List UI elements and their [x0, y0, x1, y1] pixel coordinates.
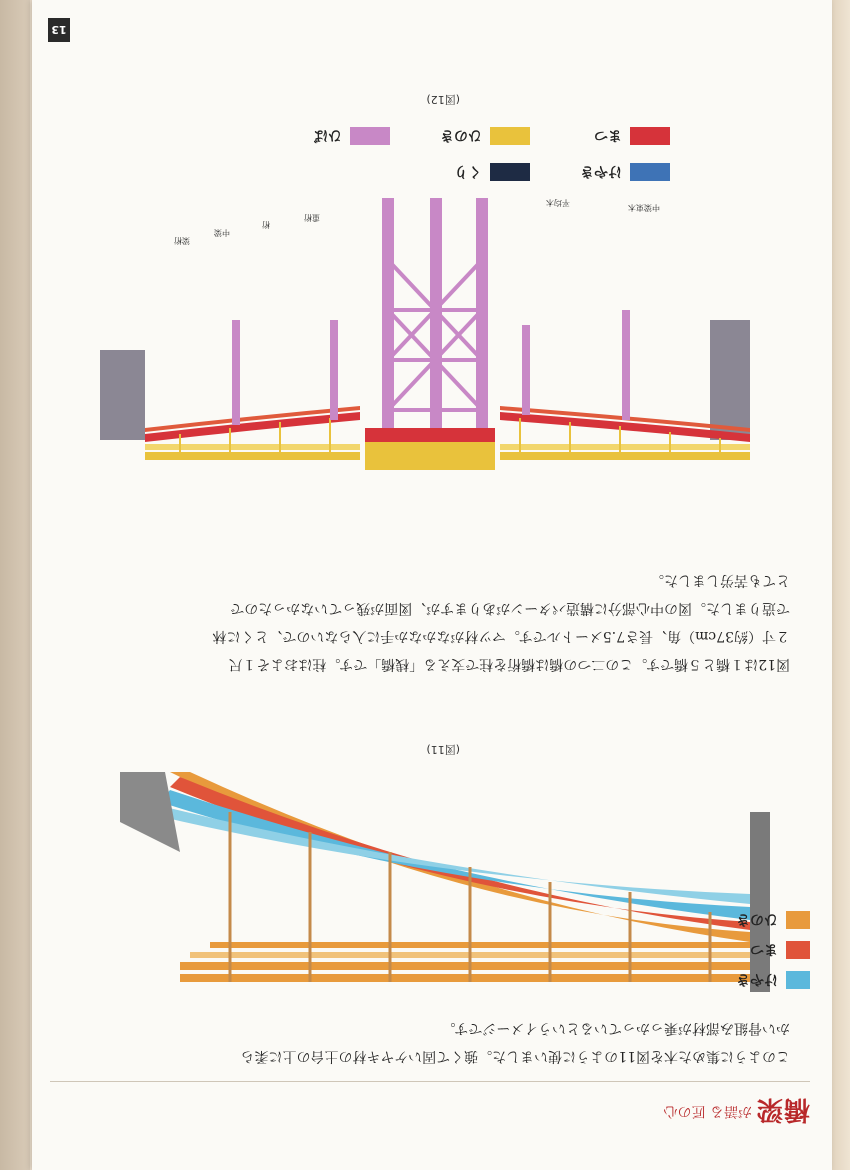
para2-line1: 図12は１橋と５橋です。この二つの橋は橋桁を柱で支える「桟橋」です。柱はおよそ１尺 [228, 656, 790, 672]
page-number: 13 [48, 18, 70, 42]
fig12-legend-label: まつ [594, 127, 622, 143]
fig12-legend-item [400, 162, 530, 182]
fig11-swatch-hinoki [786, 911, 810, 929]
fig11-legend-label: まつ [750, 941, 778, 957]
para1-line2: かい骨組み部材が乗っかっているというイメージです。 [441, 1020, 790, 1036]
fig11-legend-item [736, 910, 810, 930]
fig12-legend [260, 126, 670, 182]
fig11-stone-right [120, 772, 180, 852]
fig12-central-pier [365, 198, 495, 470]
fig12-labels [174, 198, 660, 246]
fig12-legend-item [540, 126, 670, 146]
figure-11 [120, 762, 770, 1002]
page-edge-left [832, 0, 850, 1170]
fig12-legend-label: くり [454, 163, 482, 179]
para2-line2: ２寸（約37cm）角、長さ7.5メートルです。マツ材がなかなか手に入らないので、とくに林 [212, 628, 790, 644]
fig12-legend-label: ひば [314, 127, 342, 143]
para2-line4: とても苦労しました。 [650, 572, 790, 588]
header-title: 橋梁 [755, 1094, 810, 1125]
header-subtitle: が語る 匠の心 [663, 1103, 752, 1119]
fig12-label-c: 重桁 [304, 213, 320, 222]
fig11-legend-label: けやき [736, 971, 778, 987]
running-header [664, 1092, 810, 1132]
paragraph-2 [130, 566, 790, 678]
fig12-legend-item [400, 126, 530, 146]
header-rule [50, 1081, 810, 1082]
fig11-legend-item [736, 940, 810, 960]
fig12-legend-label: けやき [580, 163, 622, 179]
fig12-swatch-keyaki [630, 163, 670, 181]
fig12-caption: (図12) [426, 93, 460, 106]
figure-12 [100, 190, 750, 470]
fig12-legend-label: ひのき [440, 127, 482, 143]
fig12-swatch-matsu [630, 127, 670, 145]
fig11-base-timbers [180, 942, 750, 982]
page-edge-right [0, 0, 30, 1170]
fig12-label-e: 中梁 [214, 228, 230, 237]
fig12-abutment-right [100, 350, 145, 440]
fig11-legend [736, 910, 810, 990]
fig11-legend-item [736, 970, 810, 990]
fig12-swatch-kuri [490, 163, 530, 181]
fig12-swatch-hinoki [490, 127, 530, 145]
fig12-abutment-left [710, 320, 750, 440]
fig11-caption: (図11) [426, 743, 460, 756]
fig11-legend-label: ひのき [736, 911, 778, 927]
para2-line3: で造りました。図の中心部分に構造パターンがありますが、図面が残っていなかったので [230, 600, 790, 616]
fig12-label-a: 中梁束木 [628, 203, 660, 212]
paragraph-1 [130, 1014, 790, 1070]
fig12-legend-item [260, 126, 390, 146]
fig12-label-b: 平均木 [546, 198, 570, 207]
fig12-label-d: 桁 [262, 220, 270, 229]
fig12-label-f: 梁桁 [174, 236, 190, 245]
fig11-swatch-matsu [786, 941, 810, 959]
para1-line1: このように集めた木を図11のように使いました。強くて固いケヤキ材の土台の上に柔ら [240, 1048, 790, 1064]
fig12-swatch-hiba [350, 127, 390, 145]
fig12-right-span [145, 320, 360, 460]
fig11-swatch-keyaki [786, 971, 810, 989]
fig12-legend-item [540, 162, 670, 182]
